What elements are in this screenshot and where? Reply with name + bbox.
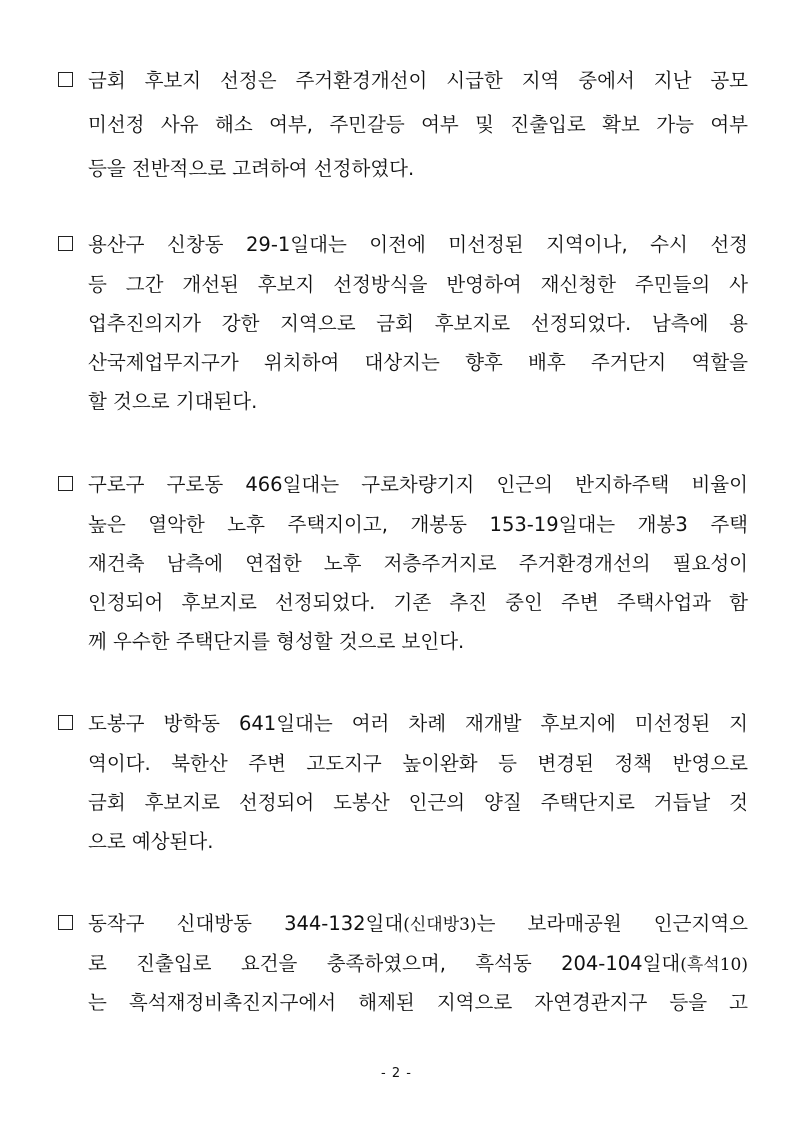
- paragraph-3-line-3: 재건축 남측에 연접한 노후 저층주거지로 주거환경개선의 필요성이: [88, 552, 748, 575]
- paragraph-4-line-4: 으로 예상된다.: [88, 830, 214, 853]
- paragraph-2-line-3: 업추진의지가 강한 지역으로 금회 후보지로 선정되었다. 남측에 용: [88, 312, 748, 335]
- paragraph-3-line-1: 구로구 구로동 466일대는 구로차량기지 인근의 반지하주택 비율이: [88, 473, 748, 496]
- paragraph-4-line-2: 역이다. 북한산 주변 고도지구 높이완화 등 변경된 정책 반영으로: [88, 752, 748, 775]
- paragraph-5-line-1-text-b: 는 보라매공원 인근지역으: [476, 912, 748, 935]
- paragraph-5-line-2-hanja: (흑석10): [680, 955, 748, 975]
- paragraph-5-line-3: 는 흑석재정비촉진지구에서 해제된 지역으로 자연경관지구 등을 고: [88, 991, 748, 1014]
- paragraph-2-line-1: 용산구 신창동 29-1일대는 이전에 미선정된 지역이나, 수시 선정: [88, 233, 748, 256]
- paragraph-5-line-1-text-a: 동작구 신대방동 344-132일대: [88, 912, 404, 935]
- paragraph-1-line-1: 금회 후보지 선정은 주거환경개선이 시급한 지역 중에서 지난 공모: [88, 69, 748, 92]
- paragraph-5-line-1: [58, 910, 748, 938]
- paragraph-5-line-2: [88, 950, 748, 978]
- paragraph-5-line-2-text-a: 로 진출입로 요건을 충족하였으며, 흑석동 204-104일대: [88, 952, 681, 975]
- paragraph-3-line-4: 인정되어 후보지로 선정되었다. 기존 추진 중인 주변 주택사업과 함: [88, 591, 748, 614]
- paragraph-1-line-3: 등을 전반적으로 고려하여 선정하였다.: [88, 157, 415, 180]
- paragraph-2-line-5: 할 것으로 기대된다.: [88, 390, 258, 413]
- paragraph-2-line-2: 등 그간 개선된 후보지 선정방식을 반영하여 재신청한 주민들의 사: [88, 273, 748, 296]
- paragraph-2-line-4: 산국제업무지구가 위치하여 대상지는 향후 배후 주거단지 역할을: [88, 351, 748, 374]
- paragraph-5-line-1-hanja: (신대방3): [403, 915, 477, 935]
- paragraph-3-line-5: 께 우수한 주택단지를 형성할 것으로 보인다.: [88, 630, 465, 653]
- paragraph-1-line-2: 미선정 사유 해소 여부, 주민갈등 여부 및 진출입로 확보 가능 여부: [88, 113, 748, 136]
- paragraph-3-line-2: 높은 열악한 노후 주택지이고, 개봉동 153-19일대는 개봉3 주택: [88, 513, 748, 536]
- paragraph-4-line-1: 도봉구 방학동 641일대는 여러 차례 재개발 후보지에 미선정된 지: [88, 712, 748, 735]
- paragraph-4-line-3: 금회 후보지로 선정되어 도봉산 인근의 양질 주택단지로 거듭날 것: [88, 791, 748, 814]
- page-number: - 2 -: [381, 1066, 412, 1081]
